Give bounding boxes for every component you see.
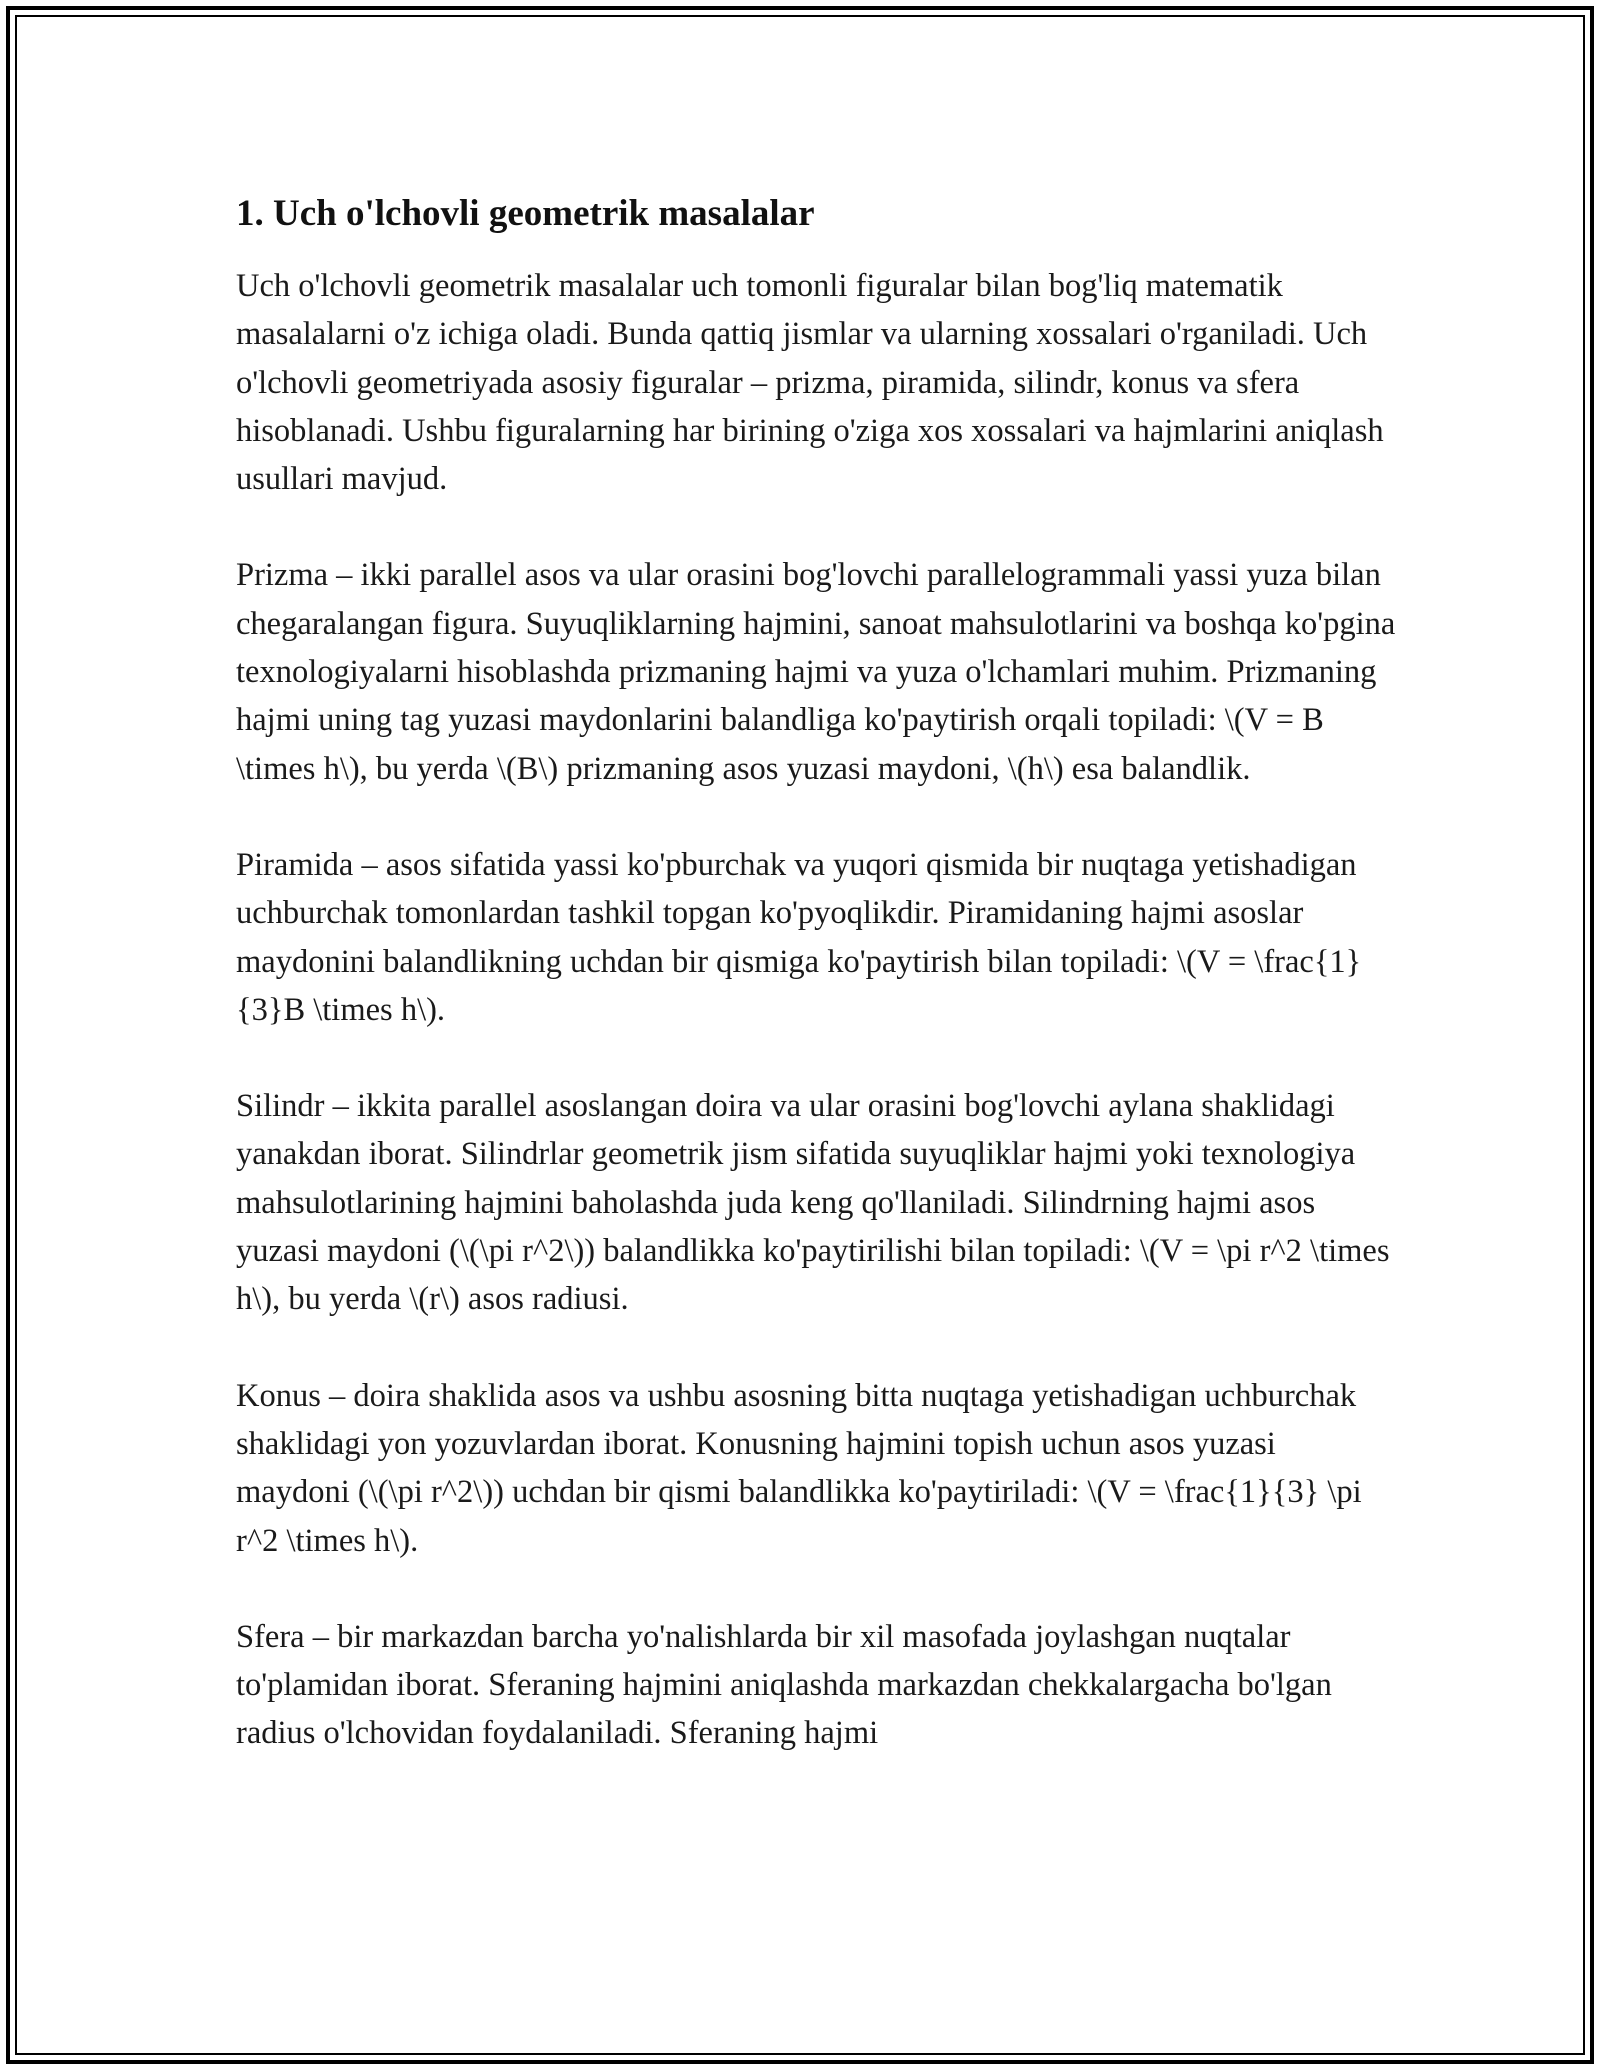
paragraph-prizma: Prizma – ikki parallel asos va ular orasini bog'lovchi parallelogrammali yassi yuza bilan chegaralangan figura. Suyuqliklarning hajmini, sanoat mahsulotlarini va boshqa ko'pgina texnologiyalarni hisoblashda prizmaning hajmi va yuza o'lchamlari muhim. Prizmaning hajmi uning tag yuzasi maydonlarini balandliga ko'paytirish orqali topiladi: \(V = B \times h\), bu yerda \(B\) prizmaning asos yuzasi maydoni, \(h\) esa balandlik. xyxy=(236,557,1396,787)
paragraph-silindr: Silindr – ikkita parallel asoslangan doira va ular orasini bog'lovchi aylana shaklidagi yanakdan iborat. Silindrlar geometrik jism sifatida suyuqliklar hajmi yoki texnologiya mahsulotlarining hajmini baholashda juda keng qo'llaniladi. Silindrning hajmi asos yuzasi maydoni (\(\pi r^2\)) balandlikka ko'paytirilishi bilan topiladi: \(V = \pi r^2 \times h\), bu yerda \(r\) asos radiusi. xyxy=(236,1088,1390,1318)
paragraph-intro: Uch o'lchovli geometrik masalalar uch tomonli figuralar bilan bog'liq matematik masalalarni o'z ichiga oladi. Bunda qattiq jismlar va ularning xossalari o'rganiladi. Uch o'lchovli geometriyada asosiy figuralar – prizma, piramida, silindr, konus va sfera hisoblanadi. Ushbu figuralarning har birining o'ziga xos xossalari va hajmlarini aniqlash usullari mavjud. xyxy=(236,268,1384,498)
document-body xyxy=(236,186,1396,1806)
section-heading: 1. Uch o'lchovli geometrik masalalar xyxy=(236,193,815,234)
paragraph-konus: Konus – doira shaklida asos va ushbu asosning bitta nuqtaga yetishadigan uchburchak shaklidagi yon yozuvlardan iborat. Konusning hajmini topish uchun asos yuzasi maydoni (\(\pi r^2\)) uchdan bir qismi balandlikka ko'paytiriladi: \(V = \frac{1}{3} \pi r^2 \times h\). xyxy=(236,1377,1362,1559)
paragraph-sfera: Sfera – bir markazdan barcha yo'nalishlarda bir xil masofada joylashgan nuqtalar to'plamidan iborat. Sferaning hajmini aniqlashda markazdan chekkalargacha bo'lgan radius o'lchovidan foydalaniladi. Sferaning hajmi xyxy=(236,1618,1332,1752)
paragraph-piramida: Piramida – asos sifatida yassi ko'pburchak va yuqori qismida bir nuqtaga yetishadigan uchburchak tomonlardan tashkil topgan ko'pyoqlikdir. Piramidaning hajmi asoslar maydonini balandlikning uchdan bir qismiga ko'paytirish bilan topiladi: \(V = \frac{1}{3}B \times h\). xyxy=(236,846,1362,1028)
